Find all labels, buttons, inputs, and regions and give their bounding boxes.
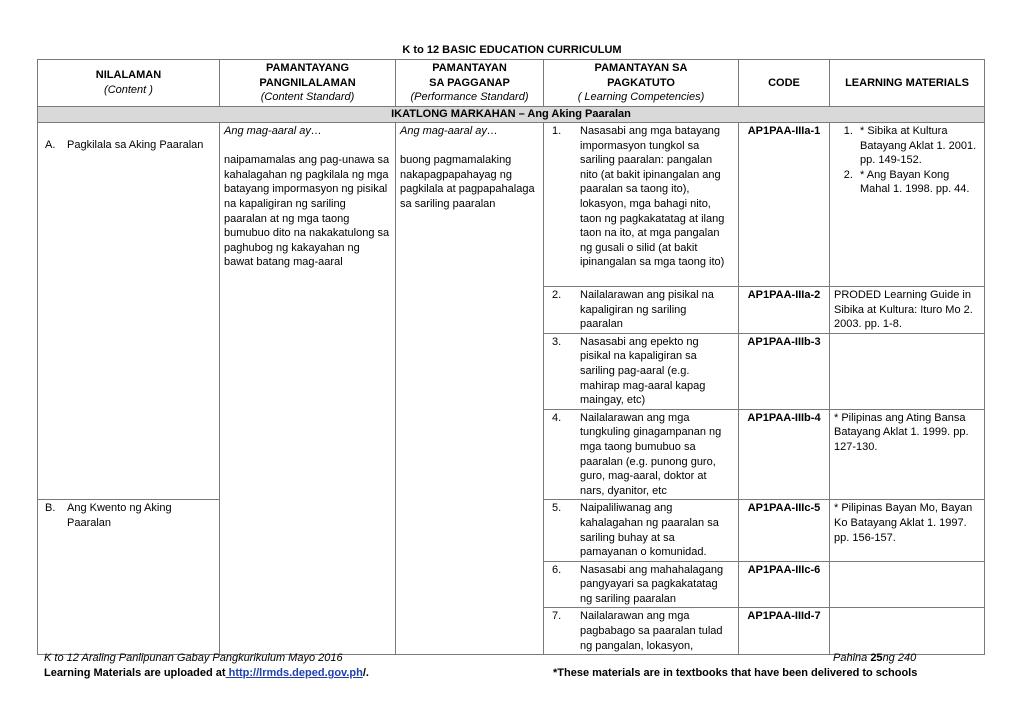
page-number: 25: [870, 652, 883, 664]
competency-cell: [544, 608, 739, 655]
competency-cell: [544, 287, 739, 334]
material-item: 2. * Ang Bayan Kong Mahal 1. 1998. pp. 44.: [856, 168, 980, 197]
header-row: [38, 60, 985, 107]
code-cell: AP1PAA-IIIb-3: [739, 333, 830, 409]
competency-text: Nailalarawan ang mga pagbabago sa paaralan tulad ng pangalan, lokasyon,: [580, 610, 723, 652]
header-learning-materials: LEARNING MATERIALS: [830, 60, 985, 107]
competency-text: Nasasabi ang epekto ng pisikal na kapaligiran sa sariling pag-aaral (e.g. mahirap mag-aaral kapag maingay, etc): [580, 335, 706, 407]
content-item-a: A. Pagkilala sa Aking Paaralan: [45, 139, 204, 151]
content-cell: [38, 500, 220, 655]
quarter-row: [38, 107, 985, 123]
competency-cell: [544, 333, 739, 409]
performance-standard-intro: Ang mag-aaral ay…: [400, 125, 498, 137]
materials-cell: [830, 123, 985, 287]
competency-text: Nasasabi ang mga batayang impormasyon tungkol sa sariling paaralan: pangalan nito (at bakit ipinangalan ang paaralan sa taong ito), lokasyon, mga bahagi nito, taon ng pagkakatatag at ilang taon na ito, at mga pangalan ng gusali o silid (at bakit ipinangalan sa mga taong ito): [580, 125, 725, 269]
performance-standard-cell: [396, 123, 544, 655]
competency-text: Nailalarawan ang mga tungkuling ginagampanan ng mga taong bumubuo sa paaralan (e.g. punong guro, guro, mag-aaral, doktor at nars, dyanitor, etc: [580, 411, 722, 497]
header-learning-competencies: PAMANTAYAN SA PAGKATUTO ( Learning Competencies): [544, 60, 739, 107]
code-cell: AP1PAA-IIIa-1: [739, 123, 830, 287]
code-cell: AP1PAA-IIIb-4: [739, 409, 830, 500]
header-performance-standard: PAMANTAYAN SA PAGGANAP (Performance Standard): [396, 60, 544, 107]
performance-standard-text: buong pagmamalaking nakapagpapahayag ng pagkilala at pagpapahalaga sa sariling paaralan: [400, 154, 535, 210]
competency-number: 1.: [552, 125, 562, 137]
materials-cell: [830, 561, 985, 608]
code-cell: AP1PAA-IIIc-5: [739, 500, 830, 561]
competency-number: 4.: [552, 411, 562, 424]
material-item: 1. * Sibika at Kultura Batayang Aklat 1. 2001. pp. 149-152.: [856, 124, 980, 168]
competency-cell: [544, 409, 739, 500]
content-standard-text: naipamamalas ang pag-unawa sa kahalagahan ng pagkilala ng mga batayang impormasyon ng pisikal na kapaligiran ng sariling paaralan at ng mga taong bumubuo dito na nakakatulong sa paghubog ng kakayahan ng bawat batang mag-aaral: [224, 154, 390, 269]
content-standard-intro: Ang mag-aaral ay…: [224, 125, 322, 137]
materials-cell: [830, 608, 985, 655]
curriculum-table: [37, 59, 985, 655]
header-nilalaman-en: (Content ): [104, 84, 153, 96]
materials-cell: PRODED Learning Guide in Sibika at Kultura: Ituro Mo 2. 2003. pp. 1-8.: [830, 287, 985, 334]
competency-number: 5.: [552, 502, 562, 515]
competency-cell: [544, 500, 739, 561]
competency-number: 7.: [552, 610, 562, 623]
footer-upload-note: Learning Materials are uploaded at http://lrmds.deped.gov.ph/.: [44, 667, 369, 679]
code-cell: AP1PAA-IIId-7: [739, 608, 830, 655]
footer-textbook-note: *These materials are in textbooks that have been delivered to schools: [553, 667, 918, 679]
competency-text: Nailalarawan ang pisikal na kapaligiran ng sariling paaralan: [580, 289, 714, 331]
competency-number: 6.: [552, 563, 562, 576]
materials-cell: [830, 333, 985, 409]
competency-number: 3.: [552, 335, 562, 348]
header-code: CODE: [739, 60, 830, 107]
header-content-standard: PAMANTAYANG PANGNILALAMAN (Content Standard): [220, 60, 396, 107]
footer-reference: K to 12 Araling Panlipunan Gabay Pangkurikulum Mayo 2016: [44, 652, 343, 664]
code-cell: AP1PAA-IIIc-6: [739, 561, 830, 608]
content-standard-cell: [220, 123, 396, 655]
header-nilalaman: NILALAMAN (Content ): [38, 60, 220, 107]
competency-number: 2.: [552, 289, 562, 301]
materials-cell: * Pilipinas Bayan Mo, Bayan Ko Batayang Aklat 1. 1997. pp. 156-157.: [830, 500, 985, 561]
materials-cell: * Pilipinas ang Ating Bansa Batayang Aklat 1. 1999. pp. 127-130.: [830, 409, 985, 500]
competency-text: Naipaliliwanag ang kahalagahan ng paaralan sa sariling buhay at sa pamayanan o komunidad.: [580, 502, 719, 559]
footer-page-number: Pahina 25ng 240: [833, 652, 917, 664]
content-cell: [38, 123, 220, 500]
code-cell: AP1PAA-IIIa-2: [739, 287, 830, 334]
lrmds-link[interactable]: http://lrmds.deped.gov.ph: [225, 667, 363, 679]
competency-cell: [544, 123, 739, 287]
quarter-title: IKATLONG MARKAHAN – Ang Aking Paaralan: [38, 107, 985, 123]
competency-text: Nasasabi ang mahahalagang pangyayari sa pagkakatatag ng sariling paaralan: [580, 563, 724, 605]
table-row: [38, 123, 985, 287]
competency-cell: [544, 561, 739, 608]
page-title: K to 12 BASIC EDUCATION CURRICULUM: [402, 44, 622, 56]
content-item-b: B. Ang Kwento ng Aking Paaralan: [45, 502, 172, 529]
